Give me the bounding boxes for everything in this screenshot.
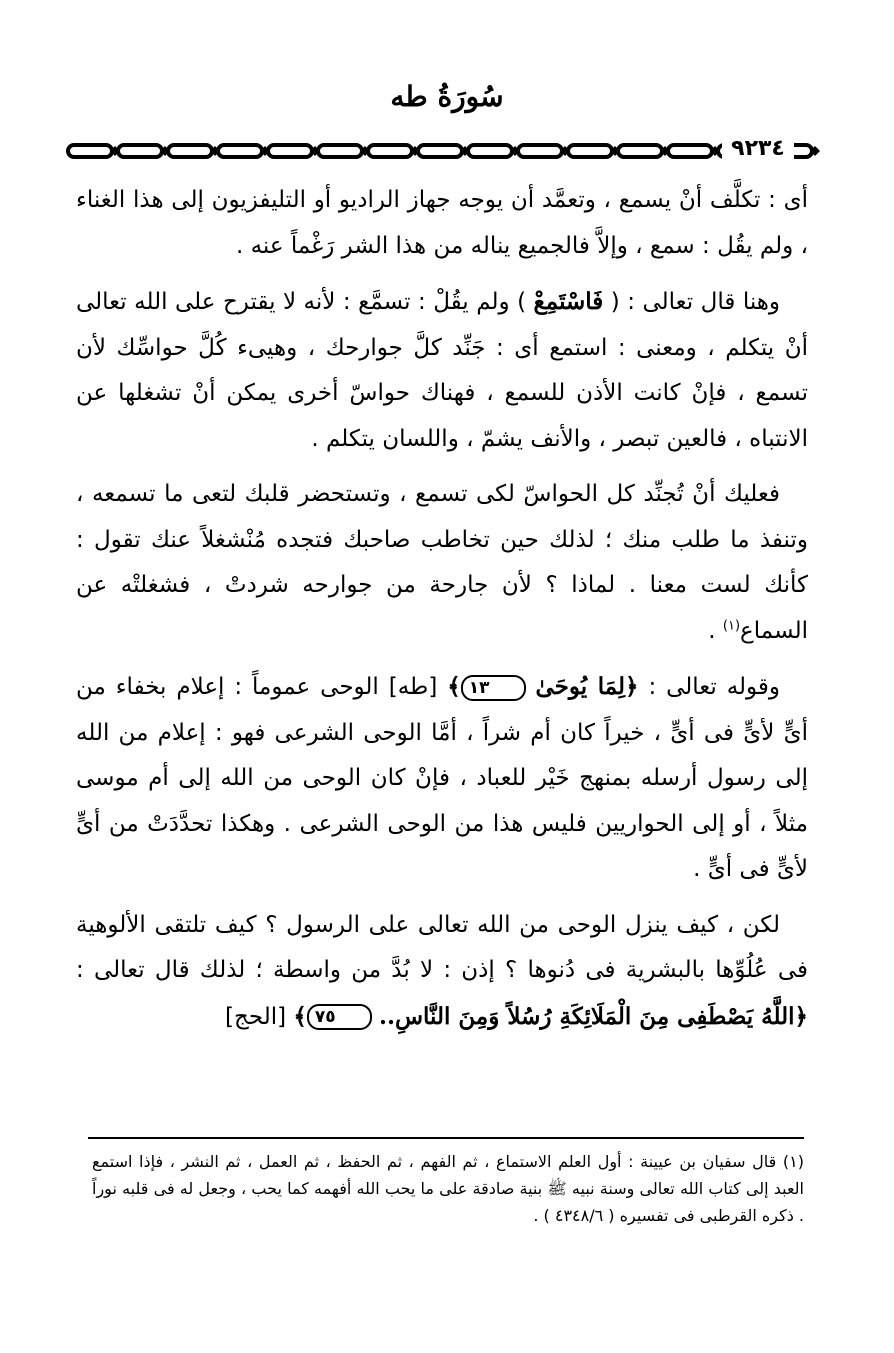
surah-reference: [الحج] [225,1003,287,1030]
main-text [76,178,808,1050]
paragraph-2 [76,279,808,462]
quran-bracket-close: ﴾ [293,1002,307,1030]
chain-link [118,145,162,157]
chain-link [618,145,662,157]
quran-word: فَاسْتَمِعْ [533,288,604,315]
chain-link [68,145,112,157]
ayah-number-badge: ١٣ [461,675,526,701]
paragraph-3-text: فعليك أنْ تُجنِّد كل الحواسّ لكى تسمع ، وتستحضر قلبك لتعى ما تسمعه ، وتنفذ ما طلب منك ؛ لذلك حين تخاطب صاحبك فتجده مُنْشغلاً عنك تقول : كأنك لست معنا . لماذا ؟ لأن جارحة من جوارحه شردتْ ، فشغلتْه عن السماع [76,481,808,644]
footnote-marker: (١) [722,617,741,633]
paragraph-3 [76,472,808,654]
surah-reference: [طه] [388,674,438,700]
paragraph-3-end: . [708,617,723,644]
ornament-chain [66,136,830,166]
paragraph-4-lead: وقوله تعالى : [648,674,781,700]
chain-link [568,145,612,157]
chain-link [268,145,312,157]
paragraph-1-text: أى : تكلَّف أنْ يسمع ، وتعمَّد أن يوجه جهاز الراديو أو التليفزيون إلى هذا الغناء ، ولم يقُل : سمع ، وإلاَّ فالجميع يناله من هذا الشر رَغْماً عنه . [76,187,808,259]
chain-link [518,145,562,157]
paragraph-2-lead: وهنا قال تعالى : ( [610,289,781,315]
paragraph-4-rest: الوحى عموماً : إعلام بخفاء من أىٍّ لأىٍّ فى أىٍّ ، خيراً كان أم شراً ، أمَّا الوحى الشرعى فهو : إعلام من الله إلى رسول أرسله بمنهج خَيْر للعباد ، فإنْ كان الوحى من الله إلى أم موسى مثلاً ، أو إلى الحواريين فليس هذا من الوحى الشرعى . وهكذا تحدَّدَتْ من أىٍّ لأىٍّ فى أىٍّ . [76,674,808,882]
quran-verse: ﴿اللَّهُ يَصْطَفِى مِنَ الْمَلَائِكَةِ رُسُلاً وَمِنَ النَّاسِ.. [378,1002,808,1030]
ayah-number-badge: ٧٥ [307,1004,372,1030]
chain-link [318,145,362,157]
chain-link [668,145,712,157]
footnote-divider [88,1137,804,1139]
paragraph-4 [76,664,808,893]
chain-link [468,145,512,157]
chain-link [368,145,412,157]
header-ornament-border [66,136,830,166]
paragraph-5-text: لكن ، كيف ينزل الوحى من الله تعالى على الرسول ؟ كيف تلتقى الألوهية فى عُلُوِّها بالبشرية فى دُنوها ؟ إذن : لا بُدَّ من واسطة ؛ لذلك قال تعالى : [76,911,808,983]
paragraph-5 [76,903,808,1041]
quran-verse: ﴿لِمَا يُوحَىٰ [535,673,639,700]
surah-title: سُورَةُ طه [390,80,504,113]
chain-link [218,145,262,157]
footnote: (١) قال سفيان بن عيينة : أول العلم الاستماع ، ثم الفهم ، ثم الحفظ ، ثم العمل ، ثم النشر ، فإذا استمع العبد إلى كتاب الله تعالى وسنة نبيه ﷺ بنية صادقة على ما يحب الله أفهمه كما يحب ، وجعل له فى قلبه نوراً . ذكره القرطبى فى تفسيره ( ٤٣٤٨/٦ ) . [92,1152,804,1225]
paragraph-2-rest: ) ولم يقُلْ : تسمَّع : لأنه لا يقترح على الله تعالى أنْ يتكلم ، ومعنى : استمع أى : جَنِّد كلَّ جوارحك ، وهيىء كُلَّ حواسِّك لأن تسمع ، فإنْ كانت الأذن للسمع ، فهناك حواسّ أخرى يمكن أنْ تشغلها عن الانتباه ، فالعين تبصر ، والأنف يشمّ ، واللسان يتكلم . [76,289,808,452]
chain-link [418,145,462,157]
chain-link [168,145,212,157]
quran-bracket-close: ﴾ [447,673,461,700]
paragraph-1 [76,178,808,269]
page-number: ٩٢٣٤ [722,133,794,165]
